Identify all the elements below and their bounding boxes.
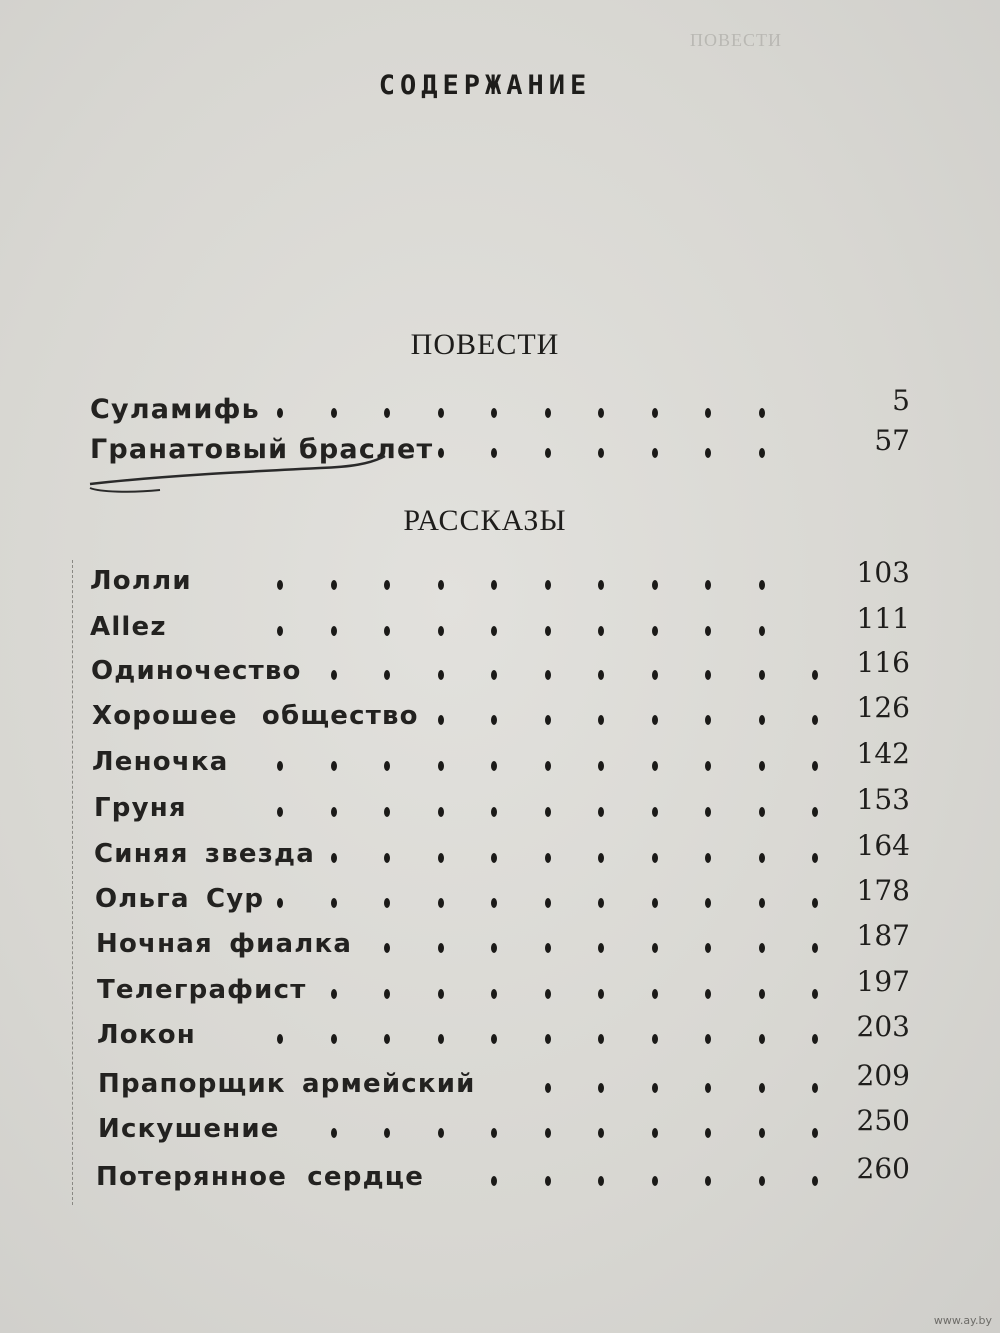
leader-dot [652,943,658,953]
leader-dot [438,989,444,999]
leader-dot [759,448,765,458]
leader-dot [598,580,604,590]
entry-title: Груня [94,793,187,823]
dot-leaders [440,1176,828,1192]
leader-dot [598,853,604,863]
entry-page-number: 116 [856,646,910,679]
leader-dot [652,807,658,817]
toc-entry [0,783,1000,833]
leader-dot [384,670,390,680]
leader-dot [331,898,337,908]
entry-page-number: 153 [856,783,910,816]
leader-dot [438,670,444,680]
leader-dot [812,670,818,680]
leader-dot [545,807,551,817]
leader-dot [384,626,390,636]
leader-dot [812,853,818,863]
leader-dot [759,853,765,863]
entry-title: Синяя звезда [94,839,315,869]
leader-dot [812,807,818,817]
dot-leaders [260,761,816,777]
leader-dot [545,715,551,725]
leader-dot [759,807,765,817]
dot-leaders [230,807,818,823]
leader-dot [812,989,818,999]
leader-dot [705,989,711,999]
leader-dot [331,408,337,418]
entry-page-number: 111 [856,602,910,635]
leader-dot [438,943,444,953]
leader-dot [759,1034,765,1044]
leader-dot [652,408,658,418]
leader-dot [491,580,497,590]
leader-dot [759,626,765,636]
leader-dot [545,1034,551,1044]
leader-dot [277,580,283,590]
leader-dot [812,1176,818,1186]
leader-dot [598,989,604,999]
dot-leaders [318,1128,828,1144]
leader-dot [545,580,551,590]
leader-dot [705,1128,711,1138]
entry-page-number: 178 [856,874,910,907]
dot-leaders [328,670,812,686]
leader-dot [331,807,337,817]
leader-dot [705,761,711,771]
leader-dot [331,1128,337,1138]
entry-title: Хорошее общество [92,701,419,731]
dot-leaders [492,1083,828,1099]
leader-dot [705,408,711,418]
leader-dot [438,448,444,458]
leader-dot [598,715,604,725]
entry-title: Ольга Сур [95,884,265,914]
toc-entry [0,737,1000,787]
leader-dot [491,408,497,418]
entry-page-number: 260 [856,1152,910,1185]
leader-dot [277,626,283,636]
leader-dot [598,943,604,953]
dot-leaders [428,448,810,464]
leader-dot [331,853,337,863]
entry-title: Гранатовый браслет [90,434,434,465]
leader-dot [759,1128,765,1138]
leader-dot [545,408,551,418]
entry-title: Прапорщик армейский [98,1069,476,1099]
leader-dot [705,715,711,725]
entry-page-number: 164 [856,829,910,862]
toc-entry [0,1152,1000,1202]
entry-page-number: 142 [856,737,910,770]
dot-leaders [328,853,820,869]
leader-dot [812,1034,818,1044]
toc-entry [0,1059,1000,1109]
leader-dot [438,807,444,817]
leader-dot [652,898,658,908]
leader-dot [277,1034,283,1044]
leader-dot [759,989,765,999]
leader-dot [705,1034,711,1044]
leader-dot [705,853,711,863]
entry-page-number: 126 [856,691,910,724]
leader-dot [759,1176,765,1186]
leader-dot [331,626,337,636]
toc-entry [0,646,1000,696]
leader-dot [545,853,551,863]
leader-dot [384,989,390,999]
toc-entry [0,874,1000,924]
leader-dot [705,807,711,817]
entry-page-number: 250 [856,1104,910,1137]
leader-dot [598,1176,604,1186]
leader-dot [759,1083,765,1093]
dot-leaders [274,898,822,914]
entry-page-number: 197 [856,965,910,998]
leader-dot [652,1083,658,1093]
leader-dot [812,898,818,908]
leader-dot [491,715,497,725]
leader-dot [598,807,604,817]
leader-dot [598,1034,604,1044]
leader-dot [545,898,551,908]
leader-dot [812,1083,818,1093]
leader-dot [759,670,765,680]
leader-dot [545,670,551,680]
leader-dot [384,853,390,863]
leader-dot [598,1083,604,1093]
leader-dot [438,761,444,771]
leader-dot [705,1176,711,1186]
leader-dot [759,715,765,725]
entry-title: Телеграфист [97,975,307,1005]
leader-dot [491,761,497,771]
bleed-through-text: ПОВЕСТИ [690,30,782,50]
leader-dot [438,1034,444,1044]
leader-dot [652,670,658,680]
leader-dot [438,626,444,636]
leader-dot [652,1176,658,1186]
leader-dot [438,898,444,908]
leader-dot [598,448,604,458]
leader-dot [545,448,551,458]
leader-dot [652,853,658,863]
leader-dot [759,898,765,908]
entry-page-number: 57 [874,424,910,457]
leader-dot [652,761,658,771]
entry-title: Леночка [92,747,229,777]
leader-dot [384,580,390,590]
leader-dot [491,989,497,999]
leader-dot [277,408,283,418]
entry-page-number: 103 [856,556,910,589]
leader-dot [652,580,658,590]
leader-dot [491,1128,497,1138]
leader-dot [491,670,497,680]
leader-dot [491,448,497,458]
leader-dot [545,761,551,771]
toc-entry [0,556,1000,606]
leader-dot [384,761,390,771]
leader-dot [598,761,604,771]
entry-page-number: 203 [856,1010,910,1043]
leader-dot [491,807,497,817]
dot-leaders [430,715,814,731]
leader-dot [812,1128,818,1138]
leader-dot [491,943,497,953]
leader-dot [652,715,658,725]
leader-dot [705,943,711,953]
dot-leaders [238,580,810,596]
leader-dot [598,1128,604,1138]
leader-dot [545,626,551,636]
leader-dot [491,626,497,636]
entry-title: Одиночество [91,656,302,686]
leader-dot [545,1083,551,1093]
dot-leaders [328,989,826,1005]
leader-dot [705,626,711,636]
leader-dot [277,807,283,817]
leader-dot [438,715,444,725]
leader-dot [545,989,551,999]
section-heading-rasskazy: РАССКАЗЫ [403,504,567,537]
page-title: СОДЕРЖАНИЕ [378,70,592,101]
leader-dot [545,943,551,953]
leader-dot [705,580,711,590]
leader-dot [812,761,818,771]
leader-dot [652,1034,658,1044]
leader-dot [759,408,765,418]
leader-dot [331,1034,337,1044]
leader-dot [331,761,337,771]
leader-dot [545,1176,551,1186]
leader-dot [652,1128,658,1138]
leader-dot [491,1176,497,1186]
leader-dot [438,1128,444,1138]
entry-title: Allez [90,612,167,642]
toc-entry [0,1010,1000,1060]
leader-dot [812,943,818,953]
leader-dot [491,1034,497,1044]
leader-dot [384,408,390,418]
leader-dot [598,898,604,908]
entry-title: Искушение [98,1114,280,1144]
toc-entry [0,965,1000,1015]
entry-page-number: 5 [892,384,910,417]
leader-dot [384,1034,390,1044]
leader-dot [438,408,444,418]
leader-dot [331,670,337,680]
entry-page-number: 209 [856,1059,910,1092]
leader-dot [384,898,390,908]
entry-title: Потерянное сердце [96,1162,425,1192]
leader-dot [384,943,390,953]
leader-dot [652,989,658,999]
entry-title: Локон [97,1020,196,1050]
leader-dot [598,670,604,680]
leader-dot [491,853,497,863]
leader-dot [652,448,658,458]
leader-dot [384,807,390,817]
leader-dot [759,943,765,953]
leader-dot [277,761,283,771]
toc-entry [0,829,1000,879]
leader-dot [545,1128,551,1138]
leader-dot [812,715,818,725]
dot-leaders [258,1034,828,1050]
entry-title: Суламифь [90,394,260,425]
toc-entry [0,691,1000,741]
leader-dot [652,626,658,636]
dot-leaders [270,408,810,424]
leader-dot [438,853,444,863]
leader-dot [759,761,765,771]
entry-title: Лолли [90,566,192,596]
leader-dot [705,670,711,680]
leader-dot [705,448,711,458]
leader-dot [759,580,765,590]
leader-dot [705,1083,711,1093]
dot-leaders [370,943,824,959]
section-heading-povesti: ПОВЕСТИ [410,328,560,361]
leader-dot [384,1128,390,1138]
pen-underline [80,448,400,498]
leader-dot [598,408,604,418]
site-watermark: www.ay.by [933,1314,992,1327]
leader-dot [331,989,337,999]
toc-entry [0,1104,1000,1154]
leader-dot [705,898,711,908]
leader-dot [277,898,283,908]
leader-dot [438,580,444,590]
leader-dot [598,626,604,636]
entry-page-number: 187 [856,919,910,952]
entry-title: Ночная фиалка [96,929,353,959]
dot-leaders [208,626,810,642]
leader-dot [331,580,337,590]
toc-entry [0,919,1000,969]
leader-dot [491,898,497,908]
